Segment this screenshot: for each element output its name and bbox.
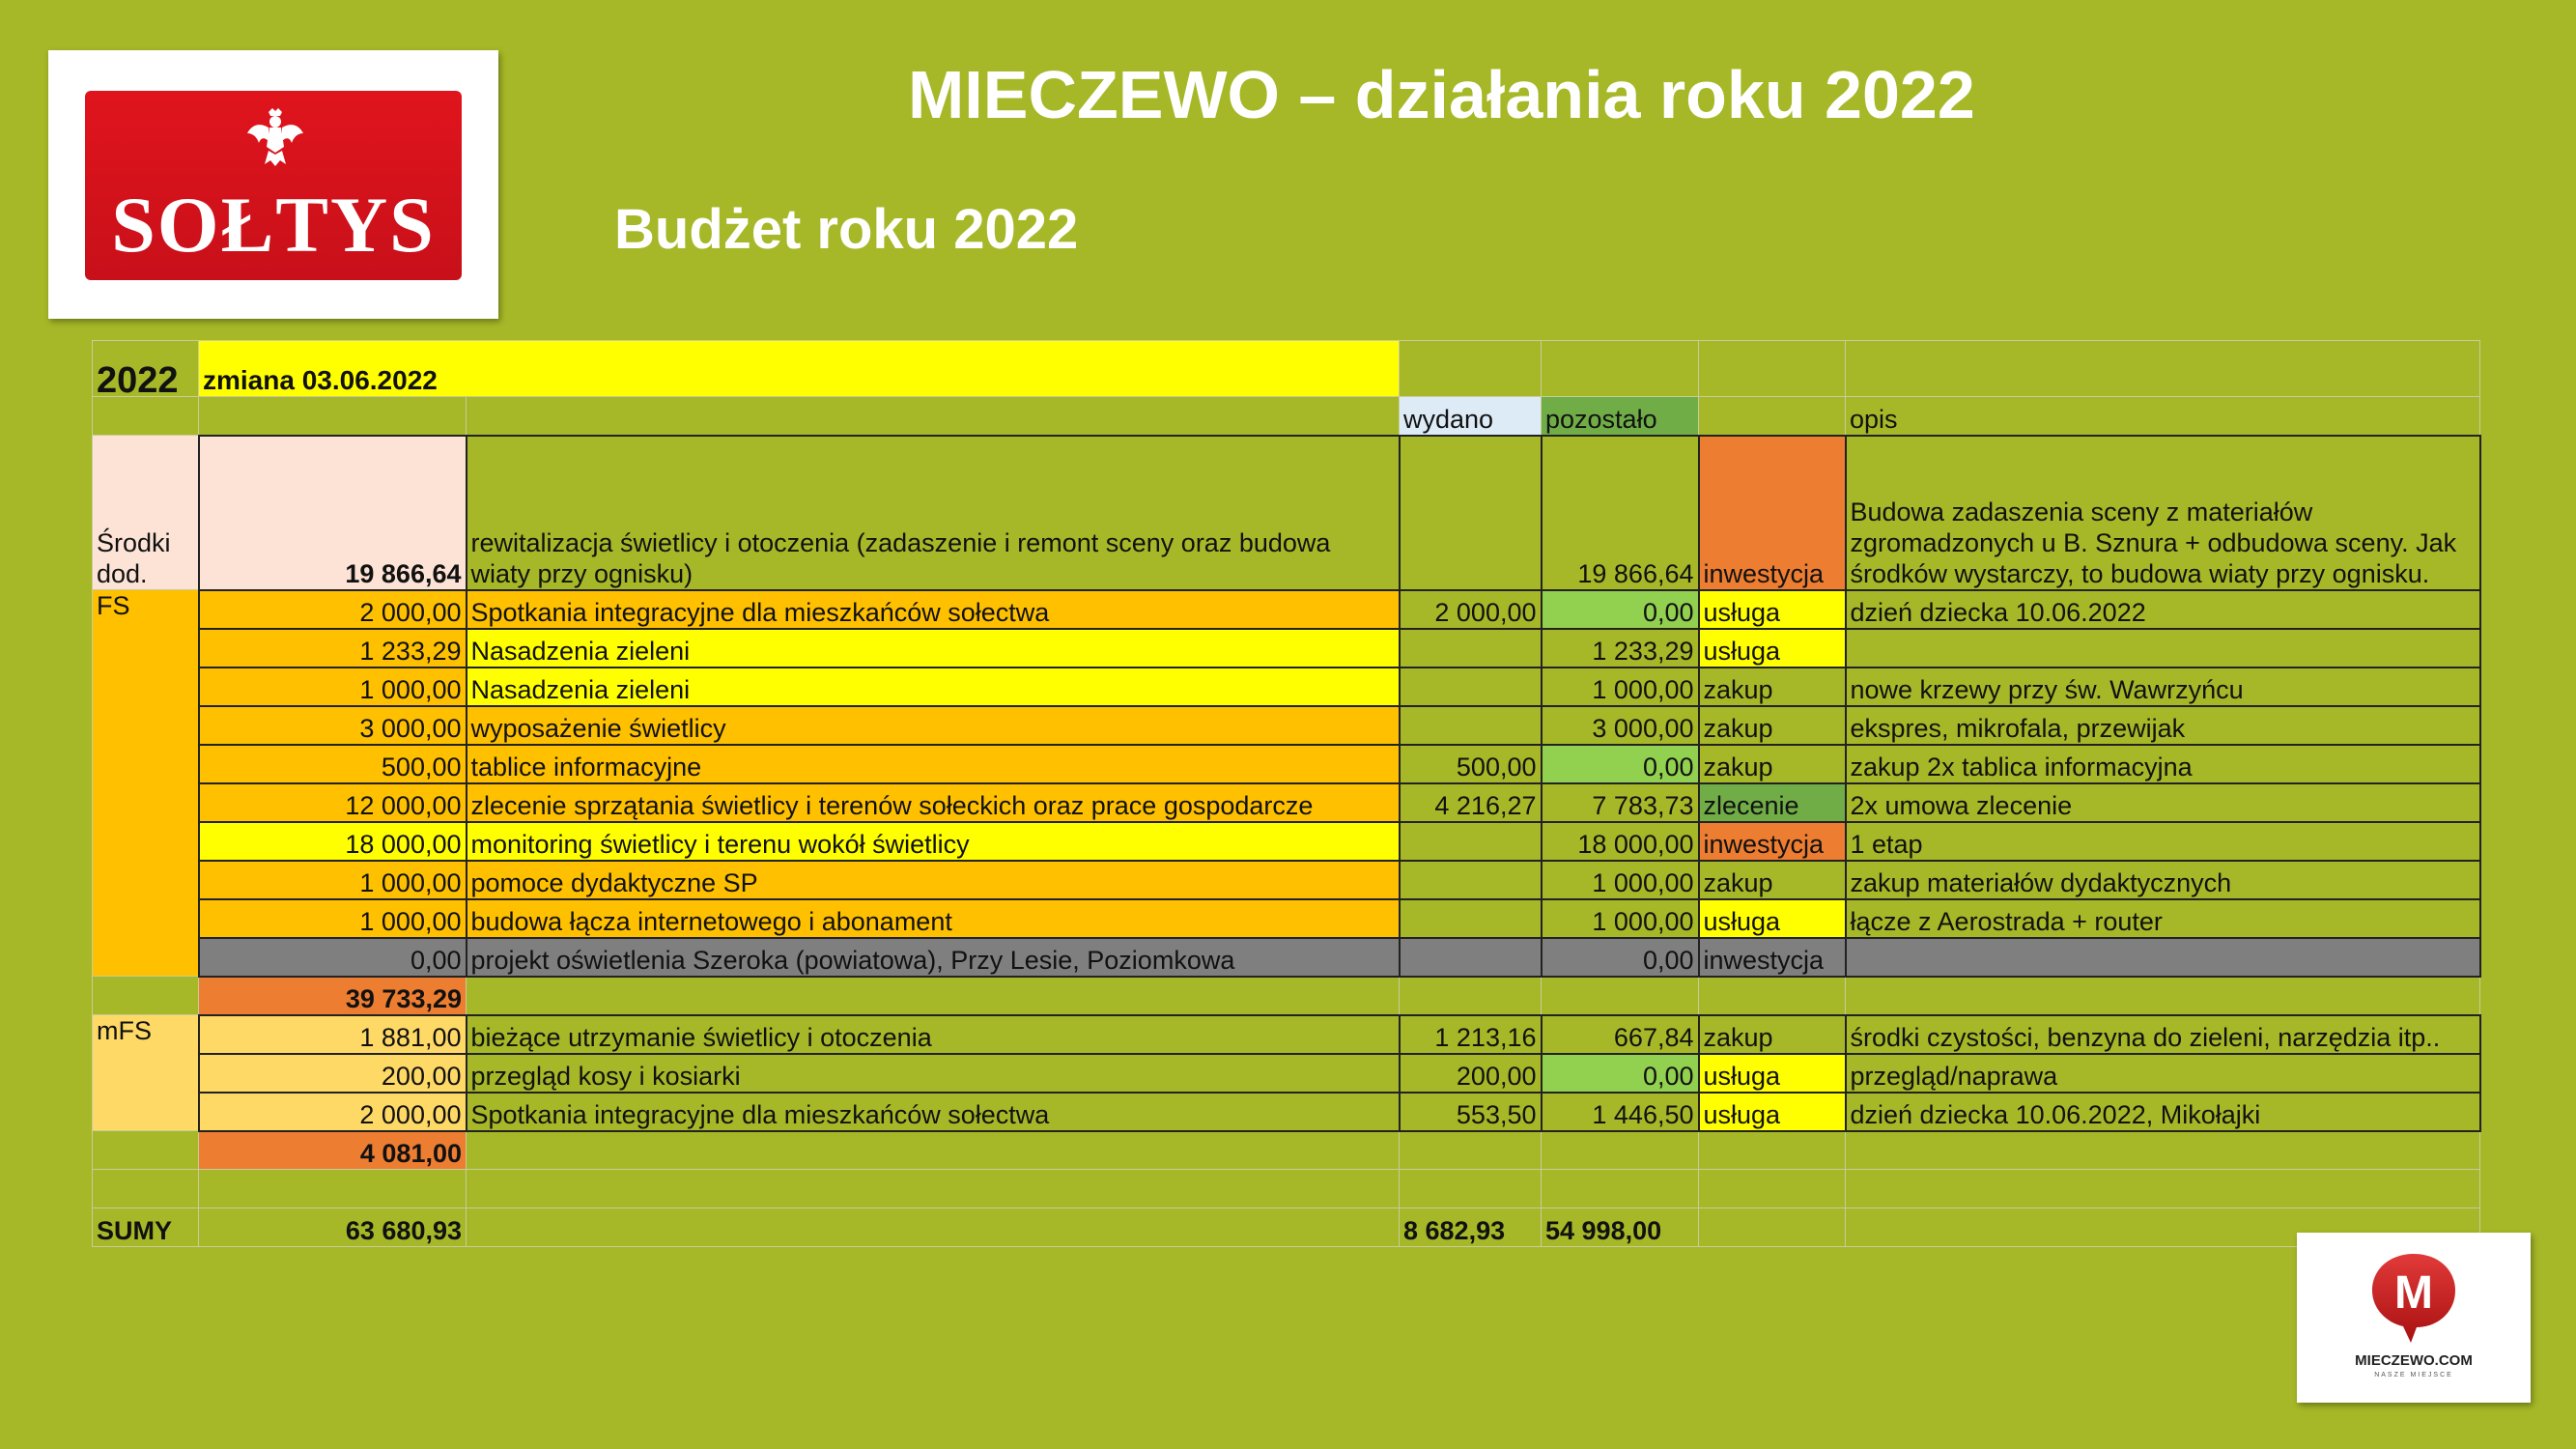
fs-desc: ekspres, mikrofala, przewijak — [1846, 706, 2480, 745]
fs-spent — [1400, 861, 1542, 899]
fs-spent: 4 216,27 — [1400, 783, 1542, 822]
fs-spent — [1400, 822, 1542, 861]
fs-type: zakup — [1699, 706, 1846, 745]
mfs-type: zakup — [1699, 1015, 1846, 1054]
budget-table — [92, 340, 2481, 1247]
fs-total: 39 733,29 — [199, 977, 467, 1015]
fs-spent — [1400, 706, 1542, 745]
mfs-desc: dzień dziecka 10.06.2022, Mikołajki — [1846, 1093, 2480, 1131]
dod-amount: 19 866,64 — [199, 436, 467, 590]
fs-amount: 1 000,00 — [199, 861, 467, 899]
chat-bubble-icon — [2368, 1250, 2459, 1347]
mfs-desc: przegląd/naprawa — [1846, 1054, 2480, 1093]
fs-remaining: 3 000,00 — [1542, 706, 1699, 745]
fs-remaining: 1 233,29 — [1542, 629, 1699, 668]
fs-row — [93, 668, 2480, 706]
fs-row — [93, 899, 2480, 938]
fs-spent — [1400, 668, 1542, 706]
mfs-remaining: 1 446,50 — [1542, 1093, 1699, 1131]
dod-desc: Budowa zadaszenia sceny z materiałów zgromadzonych u B. Sznura + odbudowa sceny. Jak środków wystarczy, to budowa wiaty przy ognisku. — [1846, 436, 2480, 590]
fs-name: wyposażenie świetlicy — [467, 706, 1400, 745]
fs-amount: 18 000,00 — [199, 822, 467, 861]
fs-spent — [1400, 899, 1542, 938]
mfs-type: usługa — [1699, 1054, 1846, 1093]
fs-name: projekt oświetlenia Szeroka (powiatowa), Przy Lesie, Poziomkowa — [467, 938, 1400, 977]
page-subtitle: Budżet roku 2022 — [614, 198, 1079, 261]
logo-text: SOŁTYS — [111, 181, 436, 269]
fs-row — [93, 706, 2480, 745]
fs-row — [93, 590, 2480, 629]
mieczewo-logo — [2297, 1233, 2531, 1403]
fs-desc: dzień dziecka 10.06.2022 — [1846, 590, 2480, 629]
fs-type: zlecenie — [1699, 783, 1846, 822]
fs-row — [93, 938, 2480, 977]
fs-type: inwestycja — [1699, 822, 1846, 861]
col-desc-header: opis — [1846, 397, 2480, 436]
mfs-row — [93, 1054, 2480, 1093]
fs-row — [93, 822, 2480, 861]
mfs-name: Spotkania integracyjne dla mieszkańców sołectwa — [467, 1093, 1400, 1131]
empty-row — [93, 1170, 2480, 1208]
fs-type: zakup — [1699, 745, 1846, 783]
fs-row — [93, 745, 2480, 783]
soltys-logo-plate — [85, 91, 462, 280]
mfs-amount: 2 000,00 — [199, 1093, 467, 1131]
sums-remaining: 54 998,00 — [1542, 1208, 1699, 1247]
fs-amount: 0,00 — [199, 938, 467, 977]
mfs-row — [93, 1015, 2480, 1054]
fs-amount: 1 233,29 — [199, 629, 467, 668]
mfs-remaining: 0,00 — [1542, 1054, 1699, 1093]
fs-name: budowa łącza internetowego i abonament — [467, 899, 1400, 938]
mfs-total: 4 081,00 — [199, 1131, 467, 1170]
fs-total-row — [93, 977, 2480, 1015]
fs-remaining: 1 000,00 — [1542, 899, 1699, 938]
brand-letter: M — [2394, 1267, 2433, 1319]
dod-type: inwestycja — [1699, 436, 1846, 590]
fs-desc: zakup 2x tablica informacyjna — [1846, 745, 2480, 783]
fs-row — [93, 629, 2480, 668]
soltys-logo — [48, 50, 498, 319]
fs-desc: 2x umowa zlecenie — [1846, 783, 2480, 822]
year-cell: 2022 — [93, 341, 199, 397]
dod-label: Środki dod. — [93, 436, 199, 590]
fs-name: Spotkania integracyjne dla mieszkańców sołectwa — [467, 590, 1400, 629]
fs-name: pomoce dydaktyczne SP — [467, 861, 1400, 899]
fs-row — [93, 861, 2480, 899]
fs-desc — [1846, 938, 2480, 977]
fs-spent: 2 000,00 — [1400, 590, 1542, 629]
fs-type: usługa — [1699, 899, 1846, 938]
fs-desc: łącze z Aerostrada + router — [1846, 899, 2480, 938]
fs-remaining: 0,00 — [1542, 590, 1699, 629]
fs-remaining: 7 783,73 — [1542, 783, 1699, 822]
mfs-spent: 200,00 — [1400, 1054, 1542, 1093]
fs-name: Nasadzenia zieleni — [467, 668, 1400, 706]
mfs-remaining: 667,84 — [1542, 1015, 1699, 1054]
column-header-row — [93, 397, 2480, 436]
fs-name: tablice informacyjne — [467, 745, 1400, 783]
fs-name: zlecenie sprzątania świetlicy i terenów sołeckich oraz prace gospodarcze — [467, 783, 1400, 822]
fs-type: zakup — [1699, 861, 1846, 899]
fs-amount: 500,00 — [199, 745, 467, 783]
mfs-amount: 1 881,00 — [199, 1015, 467, 1054]
mfs-amount: 200,00 — [199, 1054, 467, 1093]
mfs-name: bieżące utrzymanie świetlicy i otoczenia — [467, 1015, 1400, 1054]
table-header-row — [93, 341, 2480, 397]
fs-type: usługa — [1699, 590, 1846, 629]
fs-name: monitoring świetlicy i terenu wokół świetlicy — [467, 822, 1400, 861]
sums-amount: 63 680,93 — [199, 1208, 467, 1247]
fs-desc — [1846, 629, 2480, 668]
fs-spent — [1400, 629, 1542, 668]
dod-name: rewitalizacja świetlicy i otoczenia (zadaszenie i remont sceny oraz budowa wiaty przy ognisku) — [467, 436, 1400, 590]
sums-row — [93, 1208, 2480, 1247]
fs-amount: 1 000,00 — [199, 899, 467, 938]
mfs-type: usługa — [1699, 1093, 1846, 1131]
fs-label: FS — [93, 590, 199, 977]
mfs-name: przegląd kosy i kosiarki — [467, 1054, 1400, 1093]
fs-amount: 3 000,00 — [199, 706, 467, 745]
mfs-row — [93, 1093, 2480, 1131]
fs-spent — [1400, 938, 1542, 977]
fs-row — [93, 783, 2480, 822]
fs-spent: 500,00 — [1400, 745, 1542, 783]
fs-type: usługa — [1699, 629, 1846, 668]
fs-amount: 1 000,00 — [199, 668, 467, 706]
mfs-spent: 1 213,16 — [1400, 1015, 1542, 1054]
col-spent-header: wydano — [1400, 397, 1542, 436]
change-note: zmiana 03.06.2022 — [199, 341, 1400, 397]
fs-remaining: 0,00 — [1542, 938, 1699, 977]
fs-desc: zakup materiałów dydaktycznych — [1846, 861, 2480, 899]
brand-name: MIECZEWO.COM — [2355, 1352, 2473, 1369]
col-remaining-header: pozostało — [1542, 397, 1699, 436]
mfs-desc: środki czystości, benzyna do zieleni, narzędzia itp.. — [1846, 1015, 2480, 1054]
fs-desc: nowe krzewy przy św. Wawrzyńcu — [1846, 668, 2480, 706]
mfs-spent: 553,50 — [1400, 1093, 1542, 1131]
fs-type: inwestycja — [1699, 938, 1846, 977]
fs-type: zakup — [1699, 668, 1846, 706]
fs-remaining: 1 000,00 — [1542, 861, 1699, 899]
fs-amount: 12 000,00 — [199, 783, 467, 822]
sums-label: SUMY — [93, 1208, 199, 1247]
fs-remaining: 0,00 — [1542, 745, 1699, 783]
fs-name: Nasadzenia zieleni — [467, 629, 1400, 668]
fs-remaining: 18 000,00 — [1542, 822, 1699, 861]
dod-remaining: 19 866,64 — [1542, 436, 1699, 590]
fs-amount: 2 000,00 — [199, 590, 467, 629]
brand-tagline: NASZE MIEJSCE — [2374, 1372, 2453, 1378]
sums-spent: 8 682,93 — [1400, 1208, 1542, 1247]
mfs-total-row — [93, 1131, 2480, 1170]
fs-desc: 1 etap — [1846, 822, 2480, 861]
dod-row — [93, 436, 2480, 590]
fs-remaining: 1 000,00 — [1542, 668, 1699, 706]
eagle-icon — [247, 108, 303, 172]
dod-spent — [1400, 436, 1542, 590]
mfs-label: mFS — [93, 1015, 199, 1131]
page-title: MIECZEWO – działania roku 2022 — [908, 57, 1975, 132]
